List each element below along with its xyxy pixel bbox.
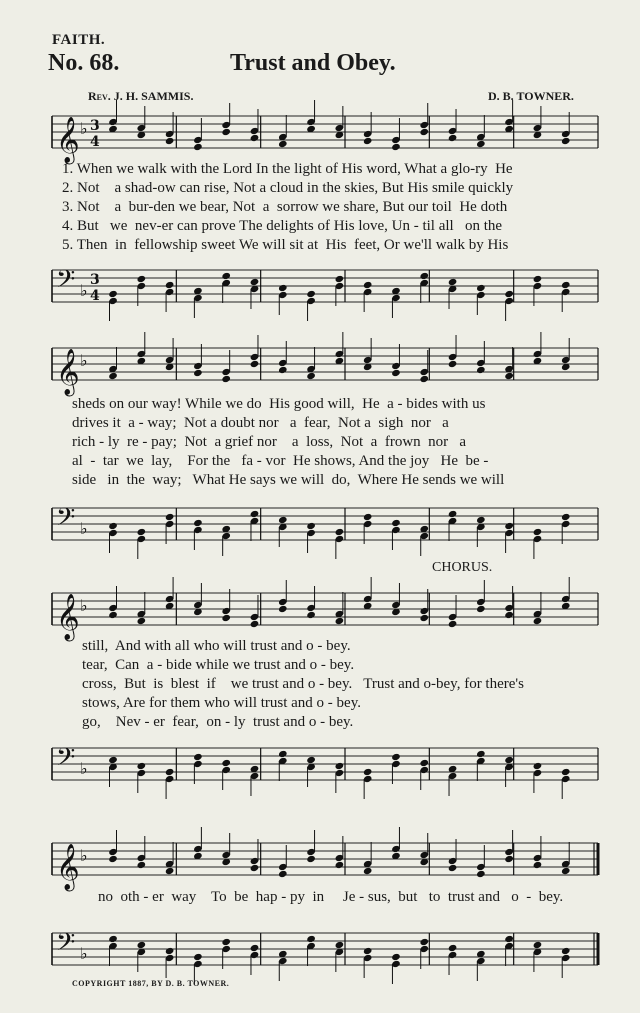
system-3-verses	[82, 637, 524, 732]
svg-text:♭: ♭	[80, 281, 88, 300]
system-4-treble-staff	[0, 835, 640, 890]
system-4-verses	[98, 888, 563, 907]
svg-text:4: 4	[90, 134, 100, 150]
composer-credit: D. B. TOWNER.	[488, 89, 574, 103]
verse-line: 2. Not a shad-ow can rise, Not a cloud in the skies, But His smile quickly	[62, 180, 514, 196]
system-1-treble-staff	[0, 108, 640, 163]
system-3-bass-staff	[0, 740, 640, 790]
verse-line: side in the way; What He says we will do, Where He sends we will	[72, 472, 505, 488]
svg-text:𝄞: 𝄞	[56, 844, 80, 890]
verse-line: al - tar we lay, For the fa - vor He shows, And the joy He be -	[72, 453, 489, 469]
verse-line: rich - ly re - pay; Not a grief nor a loss, Not a frown nor a	[72, 434, 467, 450]
svg-text:♭: ♭	[80, 944, 88, 963]
verse-line: still, And with all who will trust and o - bey.	[82, 638, 351, 654]
svg-text:♭: ♭	[80, 596, 88, 615]
svg-text:𝄢: 𝄢	[56, 265, 76, 300]
system-2-treble-staff	[0, 340, 640, 395]
svg-text:♭: ♭	[80, 519, 88, 538]
svg-text:♭: ♭	[80, 351, 88, 370]
svg-text:𝄢: 𝄢	[56, 503, 76, 538]
svg-text:𝄞: 𝄞	[56, 349, 80, 395]
verse-line: 5. Then in fellowship sweet We will sit at His feet, Or we'll walk by His	[62, 237, 509, 253]
verse-line: go, Nev - er fear, on - ly trust and o - bey.	[82, 714, 354, 730]
verse-line: no oth - er way To be hap - py in Je - sus, but to trust and o - bey.	[98, 889, 564, 905]
svg-text:𝄞: 𝄞	[56, 117, 80, 163]
verse-line: cross, But is blest if we trust and o - bey. Trust and o-bey, for there's	[82, 676, 524, 692]
svg-text:𝄢: 𝄢	[56, 928, 76, 963]
svg-text:♭: ♭	[80, 846, 88, 865]
system-2-verses	[72, 395, 504, 490]
verse-line: tear, Can a - bide while we trust and o - bey.	[82, 657, 355, 673]
verse-line: sheds on our way! While we do His good will, He a - bides with us	[72, 396, 486, 412]
svg-text:3: 3	[90, 272, 100, 288]
hymn-title: Trust and Obey.	[230, 50, 396, 76]
verse-line: 1. When we walk with the Lord In the light of His word, What a glo-ry He	[62, 161, 513, 177]
category-label: FAITH.	[52, 32, 106, 48]
chorus-label: CHORUS.	[432, 560, 493, 575]
svg-text:3: 3	[90, 118, 100, 134]
svg-text:𝄢: 𝄢	[56, 743, 76, 778]
svg-text:4: 4	[90, 288, 100, 304]
svg-text:♭: ♭	[80, 119, 88, 138]
svg-text:𝄞: 𝄞	[56, 594, 80, 640]
copyright-notice: COPYRIGHT 1887, BY D. B. TOWNER.	[72, 979, 230, 988]
verse-line: 3. Not a bur-den we bear, Not a sorrow we share, But our toil He doth	[62, 199, 508, 215]
hymn-number: No. 68.	[48, 50, 120, 76]
system-3-treble-staff	[0, 585, 640, 640]
lyricist-credit: Rev. J. H. SAMMIS.	[88, 89, 194, 103]
verse-line: stows, Are for them who will trust and o - bey.	[82, 695, 361, 711]
verse-line: 4. But we nev-er can prove The delights of His love, Un - til all on the	[62, 218, 503, 234]
system-1-verses	[62, 160, 513, 255]
system-1-bass-staff	[0, 262, 640, 312]
svg-text:♭: ♭	[80, 759, 88, 778]
verse-line: drives it a - way; Not a doubt nor a fear, Not a sigh nor a	[72, 415, 449, 431]
system-4-bass-staff	[0, 925, 640, 975]
system-2-bass-staff	[0, 500, 640, 550]
